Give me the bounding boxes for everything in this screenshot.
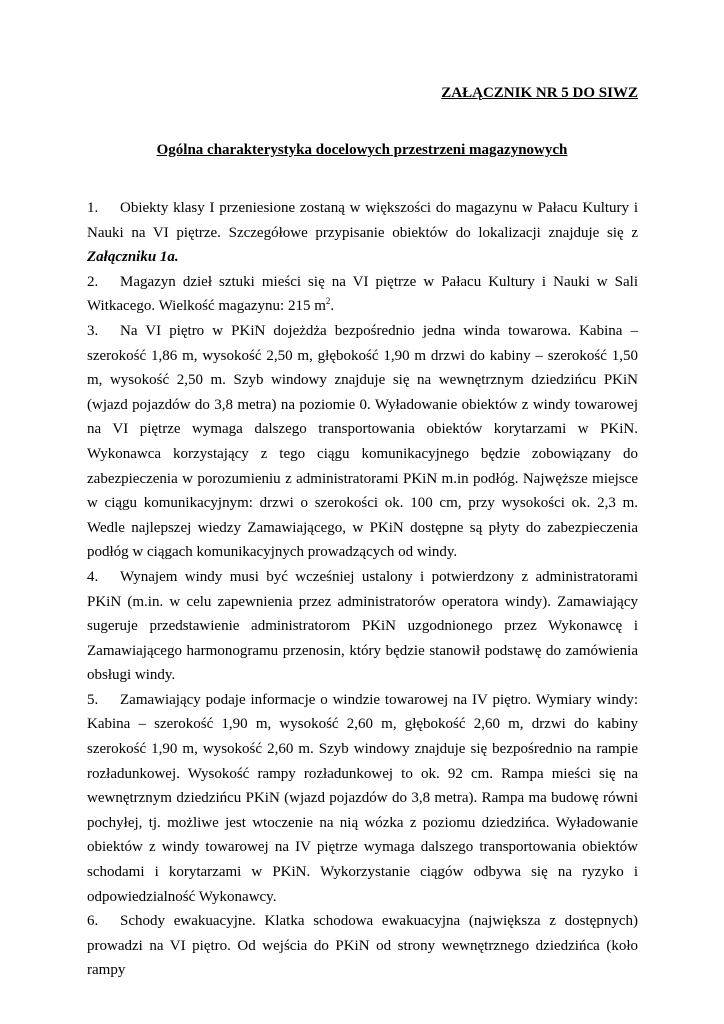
paragraph-text: Obiekty klasy I przeniesione zostaną w większości do magazynu w Pałacu Kultury i Nauki na VI piętrze. Szczegółowe przypisanie obiektów do lokalizacji znajduje się z [87, 200, 638, 241]
paragraph-1 [87, 196, 638, 270]
paragraph-text: Zamawiający podaje informacje o windzie towarowej na IV piętro. Wymiary windy: Kabina – szerokość 1,90 m, wysokość 2,60 m, głębokość 2,60 m, drzwi do kabiny szerokość 1,90 m, wysokość 2,60 m. Szyb windowy znajduje się bezpośrednio na rampie rozładunkowej. Wysokość rampy rozładunkowej to ok. 92 cm. Rampa mieści się na wewnętrznym dziedzińcu PKiN (wjazd pojazdów do 3,8 metra). Rampa ma budowę równi pochyłej, tj. możliwe jest wtoczenie na nią wózka z poziomu dziedzińca. Wyładowanie obiektów z windy towarowej na IV piętrze wymaga dalszego transportowania obiektów schodami i korytarzami w PKiN. Wykorzystanie ciągów odbywa się na ryzyko i odpowiedzialność Wykonawcy. [87, 691, 638, 905]
paragraph-2 [87, 270, 638, 319]
paragraph-number: 2. [87, 273, 99, 290]
paragraph-number: 3. [87, 322, 99, 339]
annex-reference: Załączniku 1a. [87, 249, 179, 266]
paragraph-text: Wynajem windy musi być wcześniej ustalony i potwierdzony z administratorami PKiN (m.in. w celu zapewnienia przez administratorów operatora windy). Zamawiający sugeruje przedstawienie administratorom PKiN uzgodnionego przez Wykonawcę i Zamawiającego harmonogramu przenosin, który będzie stanowił podstawę do zamówienia obsługi windy. [87, 568, 638, 684]
paragraph-6 [87, 909, 638, 983]
paragraph-4 [87, 565, 638, 688]
paragraph-number: 1. [87, 200, 99, 216]
paragraph-text: Magazyn dzieł sztuki mieści się na VI piętrze w Pałacu Kultury i Nauki w Sali Witkacego. Wielkość magazynu: 215 m [87, 273, 638, 315]
paragraph-number: 4. [87, 568, 99, 585]
paragraph-tail: . [330, 298, 335, 315]
paragraph-number: 6. [87, 913, 99, 930]
paragraph-text: Schody ewakuacyjne. Klatka schodowa ewakuacyjna (największa z dostępnych) prowadzi na VI piętro. Od wejścia do PKiN od strony wewnętrznego dziedzińca (koło rampy [87, 913, 638, 979]
paragraph-5 [87, 688, 638, 909]
paragraph-3 [87, 319, 638, 565]
annex-heading: ZAŁĄCZNIK NR 5 DO SIWZ [441, 85, 638, 101]
document-body [87, 196, 638, 983]
paragraph-text: Na VI piętro w PKiN dojeżdża bezpośrednio jedna winda towarowa. Kabina – szerokość 1,86 m, wysokość 2,50 m, głębokość 1,90 m drzwi do kabiny – szerokość 1,50 m, wysokość 2,50 m. Szyb windowy znajduje się na wewnętrznym dziedzińcu PKiN (wjazd pojazdów do 3,8 metra) na poziomie 0. Wyładowanie obiektów z windy towarowej na VI piętrze wymaga dalszego transportowania obiektów korytarzami w PKiN. Wykonawca korzystający z tego ciągu komunikacyjnego będzie zobowiązany do zabezpieczenia w porozumieniu z administratorami PKiN m.in podłóg. Najwęższe miejsce w ciągu komunikacyjnym: drzwi o szerokości ok. 100 cm, przy wysokości ok. 2,3 m. Wedle najlepszej wiedzy Zamawiającego, w PKiN dostępne są płyty do zabezpieczenia podłóg w ciągach komunikacyjnych prowadzących od windy. [87, 322, 638, 561]
paragraph-number: 5. [87, 691, 99, 708]
superscript: 2 [325, 296, 331, 307]
document-title: Ogólna charakterystyka docelowych przestrzeni magazynowych [156, 142, 568, 158]
